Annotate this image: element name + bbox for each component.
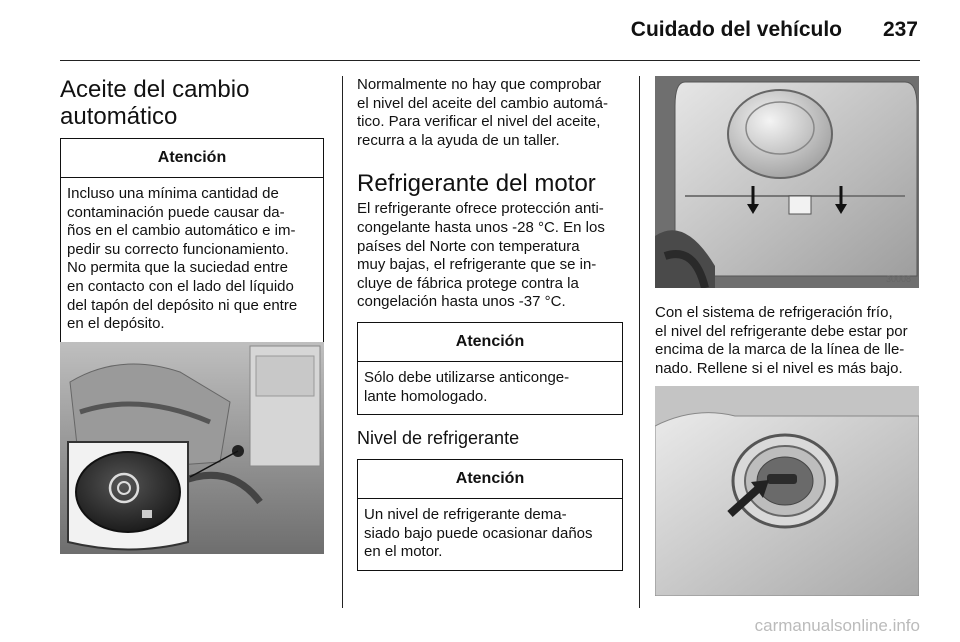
- figure-number: 30008: [885, 274, 911, 284]
- text-line: Un nivel de refrigerante dema-: [364, 506, 567, 524]
- text-line: del tapón del depósito ni que entre: [67, 296, 298, 314]
- text-line: siado bajo puede ocasionar daños: [364, 524, 593, 542]
- text-line: el nivel del refrigerante debe estar por: [655, 322, 908, 340]
- intro-paragraph: [357, 76, 623, 150]
- coolant-reservoir-figure: [655, 76, 919, 288]
- text-line: Incluso una mínima cantidad de: [67, 185, 279, 202]
- caution-title: Atención: [358, 323, 622, 362]
- caution-text: [61, 178, 323, 342]
- body-paragraph: [655, 304, 921, 378]
- column-divider: [639, 76, 640, 608]
- text-line: Con el sistema de refrigeración frío,: [655, 304, 893, 321]
- engine-bay-illustration: [60, 342, 324, 554]
- text-line: congelación hasta unos -37 °C.: [357, 293, 566, 311]
- body-paragraph: [357, 200, 623, 312]
- text-line: contaminación puede causar da-: [67, 203, 285, 221]
- caution-title: Atención: [358, 460, 622, 499]
- caution-box: [357, 459, 623, 571]
- text-line: El refrigerante ofrece protección anti-: [357, 200, 604, 218]
- text-line: en el motor.: [364, 543, 443, 561]
- section-heading-line: automático: [60, 103, 178, 130]
- caution-title: Atención: [61, 139, 323, 178]
- caution-box: [60, 138, 324, 343]
- text-line: cluye de fábrica protege contra la: [357, 274, 579, 292]
- column-divider: [342, 76, 343, 608]
- text-line: No permita que la suciedad entre: [67, 259, 288, 277]
- section-heading-line: Aceite del cambio: [60, 76, 250, 103]
- transmission-cap-figure: [60, 342, 324, 554]
- text-line: lante homologado.: [364, 387, 488, 405]
- text-line: Sólo debe utilizarse anticonge-: [364, 368, 570, 386]
- text-line: muy bajas, el refrigerante que se in-: [357, 256, 597, 274]
- text-line: el nivel del aceite del cambio automá-: [357, 94, 608, 112]
- caution-box: [357, 322, 623, 415]
- text-line: pedir su correcto funcionamiento.: [67, 240, 289, 258]
- text-line: recurra a la ayuda de un taller.: [357, 131, 560, 149]
- caution-text: [358, 499, 622, 570]
- subsection-heading: Nivel de refrigerante: [357, 428, 520, 449]
- text-line: nado. Rellene si el nivel es más bajo.: [655, 359, 903, 377]
- text-line: en el depósito.: [67, 315, 165, 333]
- text-line: encima de la marca de la línea de lle-: [655, 341, 905, 359]
- filler-neck-illustration: [655, 386, 919, 596]
- caution-text: [358, 362, 622, 414]
- text-line: países del Norte con temperatura: [357, 237, 580, 255]
- column-left: [60, 76, 324, 343]
- column-right-text: [655, 304, 921, 378]
- coolant-reservoir-illustration: [655, 76, 919, 288]
- column-middle: [357, 76, 623, 571]
- page-number: 237: [882, 18, 918, 41]
- section-heading: Refrigerante del motor: [357, 170, 596, 198]
- section-heading: [60, 76, 324, 130]
- text-line: ños en el cambio automático e im-: [67, 222, 296, 240]
- text-line: en contacto con el lado del líquido: [67, 277, 294, 295]
- watermark: carmanualsonline.info: [754, 616, 920, 635]
- text-line: congelante hasta unos -28 °C. En los: [357, 218, 605, 236]
- running-header-title: Cuidado del vehículo: [630, 18, 842, 41]
- filler-neck-figure: [655, 386, 919, 596]
- text-line: Normalmente no hay que comprobar: [357, 76, 602, 93]
- header-divider: [60, 60, 920, 61]
- text-line: tico. Para verificar el nivel del aceite,: [357, 113, 601, 131]
